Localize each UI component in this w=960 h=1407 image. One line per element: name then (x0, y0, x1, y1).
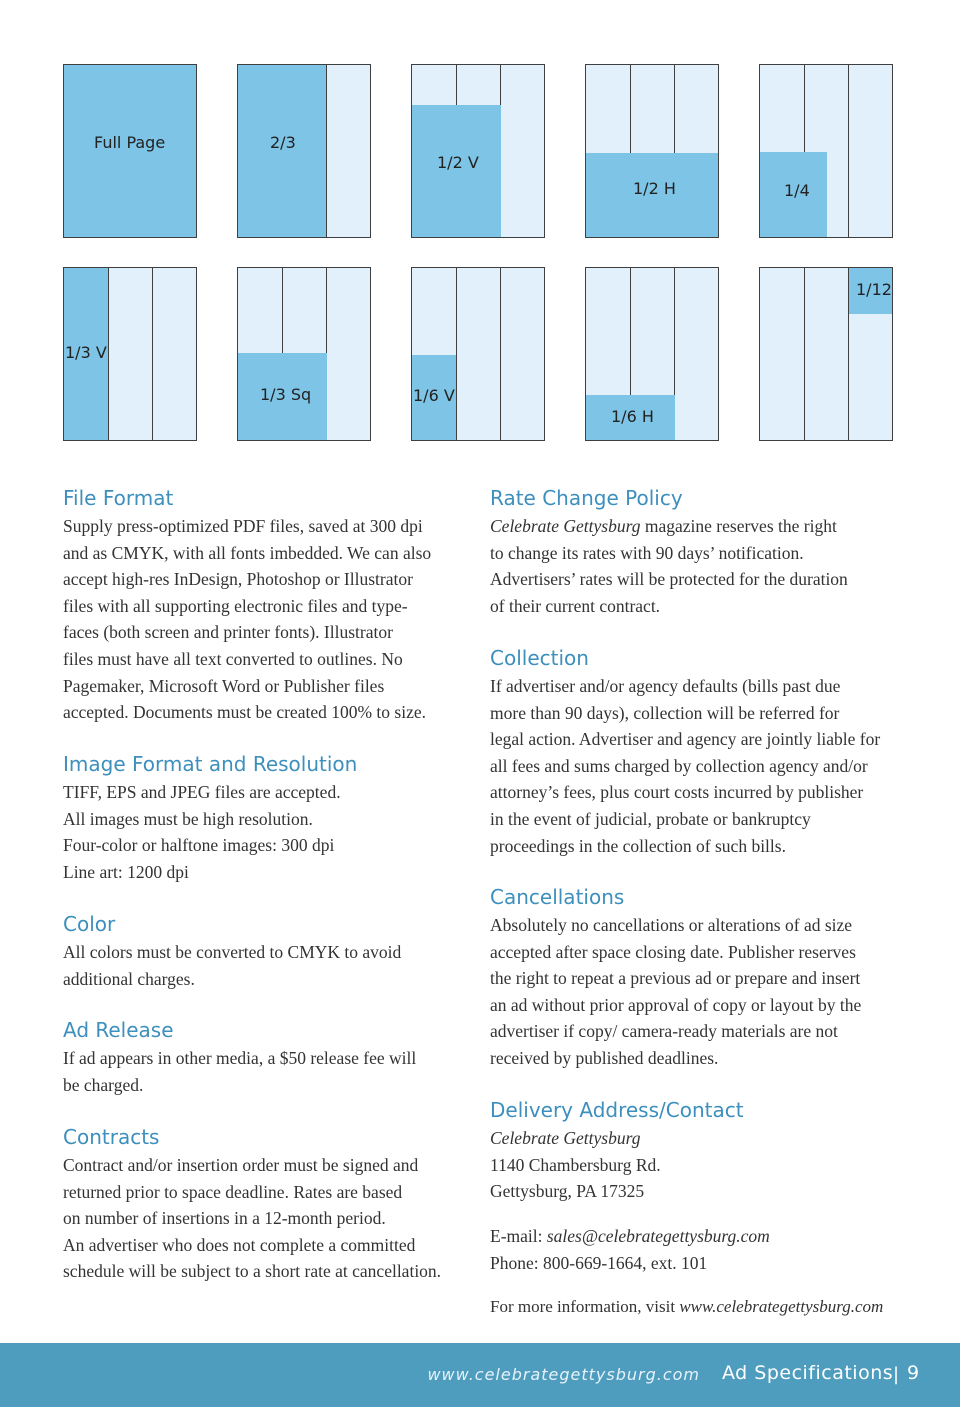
footer-section-title: Ad Specifications (722, 1362, 894, 1384)
page-number: 9 (907, 1362, 920, 1384)
contracts-heading: Contracts (63, 1125, 160, 1149)
cancellations-heading: Cancellations (490, 885, 625, 909)
delivery-street: 1140 Chambersburg Rd. (490, 1154, 661, 1175)
ad-size-label: 1/2 H (633, 179, 676, 198)
page-footer (0, 1343, 960, 1407)
email-link[interactable]: sales@celebrategettysburg.com (546, 1226, 770, 1246)
ad-release-text: If ad appears in other media, a $50 release fee will be charged. (63, 1048, 417, 1095)
ad-size-label: 1/6 V (413, 386, 455, 405)
ad-size-sixth-horizontal (585, 267, 719, 441)
more-info: For more information, visit www.celebrategettysburg.com (490, 1297, 884, 1316)
footer-website-link[interactable]: www.celebrategettysburg.com (427, 1365, 700, 1384)
ad-size-half-horizontal (585, 64, 719, 238)
ad-size-two-thirds (237, 64, 371, 238)
ad-size-twelfth (759, 267, 893, 441)
file-format-text: Supply press-optimized PDF files, saved at 300 dpi and as CMYK, with all fonts imbedded. We can also accept high-res InDesign, Photoshop or Illustrator files with all supporting electronic files and type- faces (both screen and printer fonts). Illustrator files must have all text converted to outlines. No Pagemaker, Microsoft Word or Publisher files accepted. Documents must be created 100% to size. (63, 516, 432, 723)
delivery-address (490, 1125, 661, 1205)
delivery-name: Celebrate Gettysburg (490, 1128, 641, 1148)
ad-size-label: 2/3 (270, 133, 296, 152)
ad-size-quarter (759, 64, 893, 238)
ad-size-half-vertical (411, 64, 545, 238)
ad-size-full-page (63, 64, 197, 238)
ad-size-label: 1/12 (856, 280, 892, 299)
delivery-city: Gettysburg, PA 17325 (490, 1181, 645, 1202)
ad-size-third-square (237, 267, 371, 441)
collection-text: If advertiser and/or agency defaults (bills past due more than 90 days), collection will be referred for legal action. Advertiser and agency are jointly liable for all fees and sums charged by collection agency and/or attorney’s fees, plus court costs incurred by publisher in the event of judicial, probate or bankruptcy proceedings in the collection of such bills. (490, 676, 881, 856)
image-format-heading: Image Format and Resolution (63, 752, 358, 776)
ad-size-label: 1/3 V (65, 343, 107, 362)
ad-size-sixth-vertical (411, 267, 545, 441)
delivery-contact: E-mail: sales@celebrategettysburg.com Phone: 800-669-1664, ext. 101 (490, 1223, 770, 1276)
color-heading: Color (63, 912, 116, 936)
collection-heading: Collection (490, 646, 589, 670)
rate-change-heading: Rate Change Policy (490, 486, 683, 510)
contracts-text: Contract and/or insertion order must be signed and returned prior to space deadline. Rates are based on number of insertions in a 12-month period. An advertiser who does not complete a committed schedule will be subject to a short rate at cancellation. (63, 1155, 442, 1282)
image-format-text: TIFF, EPS and JPEG files are accepted. All images must be high resolution. Four-color or halftone images: 300 dpi Line art: 1200 dpi (63, 782, 341, 882)
delivery-heading: Delivery Address/Contact (490, 1098, 744, 1122)
footer-separator: | (893, 1364, 900, 1385)
ad-size-label: 1/6 H (611, 407, 654, 426)
ad-release-heading: Ad Release (63, 1018, 174, 1042)
cancellations-text: Absolutely no cancellations or alterations of ad size accepted after space closing date. Publisher reserves the right to repeat a previous ad or prepare and insert an ad without prior approval of copy or layout by the advertiser if copy/ camera-ready materials are not received by published deadlines. (490, 915, 862, 1068)
website-link[interactable]: www.celebrategettysburg.com (679, 1297, 884, 1316)
ad-size-label: 1/3 Sq (260, 385, 312, 404)
phone-number: Phone: 800-669-1664, ext. 101 (490, 1252, 708, 1273)
file-format-heading: File Format (63, 486, 174, 510)
ad-size-label: 1/2 V (437, 153, 479, 172)
ad-size-label: 1/4 (784, 181, 810, 200)
ad-size-third-vertical (63, 267, 197, 441)
ad-size-label: Full Page (94, 133, 166, 152)
magazine-name: Celebrate Gettysburg (490, 516, 641, 536)
color-text: All colors must be converted to CMYK to avoid additional charges. (63, 942, 402, 989)
rate-change-text: Celebrate Gettysburg magazine reserves the right to change its rates with 90 days’ notification. Advertisers’ rates will be protected for the duration of their current contract. (490, 516, 848, 616)
